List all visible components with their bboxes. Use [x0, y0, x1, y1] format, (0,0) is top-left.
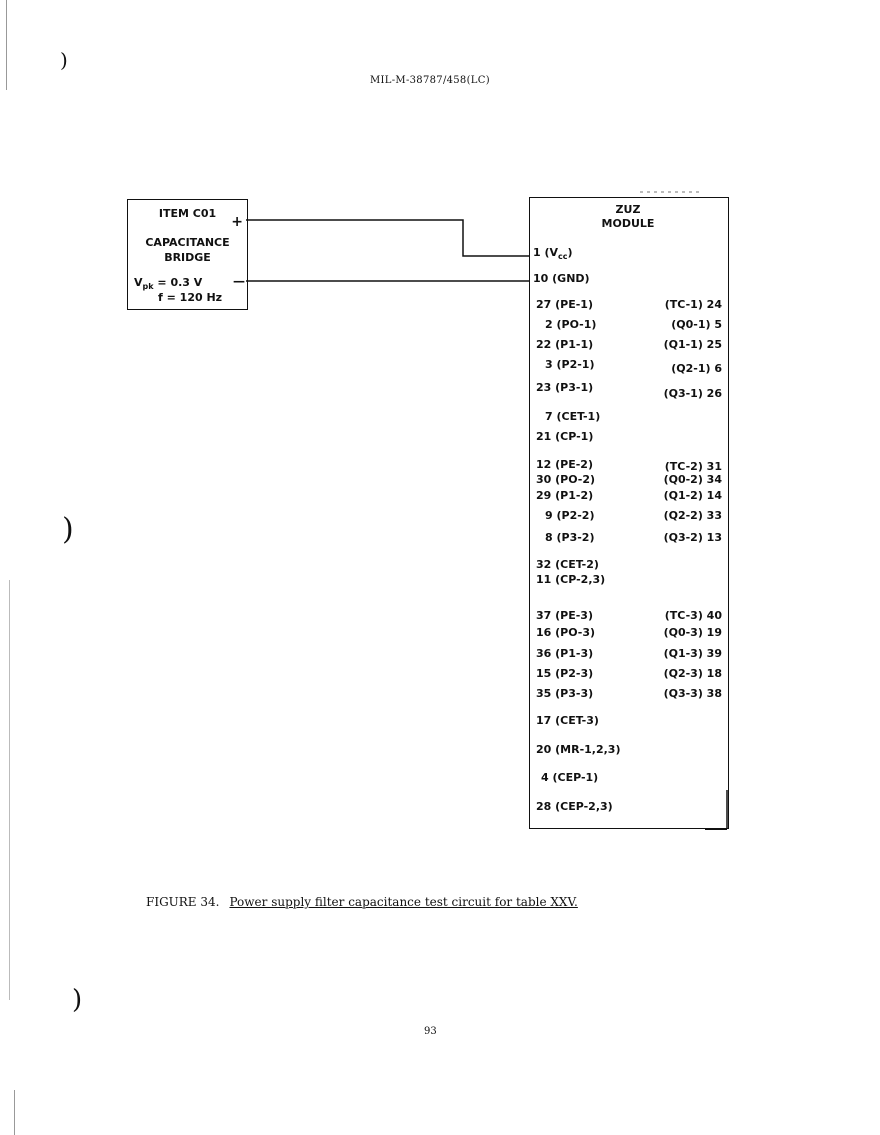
margin-mark: ): [72, 985, 83, 1015]
pin-left: 21 (CP-1): [536, 430, 594, 443]
margin-mark: ): [62, 512, 74, 547]
module-title: ZUZ: [615, 203, 641, 216]
pin-right: (Q2-3) 18: [663, 667, 722, 680]
vpk-prefix: V: [134, 276, 143, 289]
pin-left: 23 (P3-1): [536, 381, 594, 394]
pin-right: (Q3-2) 13: [663, 531, 722, 544]
document-number: MIL-M-38787/458(LC): [370, 75, 490, 86]
pin-right: (Q2-2) 33: [663, 509, 722, 522]
pin-left: 3 (P2-1): [545, 358, 595, 371]
capacitance-bridge-box: [127, 199, 248, 310]
vcc-subscript: cc: [558, 252, 568, 262]
pin-left: 27 (PE-1): [536, 298, 593, 311]
pin-left: 12 (PE-2): [536, 458, 593, 471]
figure-label: FIGURE 34.: [146, 895, 220, 909]
pin-left: 9 (P2-2): [545, 509, 595, 522]
pin-right: (Q2-1) 6: [671, 362, 722, 375]
peak-voltage: [134, 276, 202, 291]
frequency: f = 120 Hz: [158, 291, 223, 304]
pin-left: 15 (P2-3): [536, 667, 594, 680]
pin-gnd: 10 (GND): [533, 272, 590, 285]
pin-left: 36 (P1-3): [536, 647, 594, 660]
pin-right: (TC-1) 24: [664, 298, 722, 311]
pin-left: 35 (P3-3): [536, 687, 594, 700]
pin-right: (TC-2) 31: [664, 460, 722, 473]
pin-vcc: [533, 246, 573, 261]
pin-left: 28 (CEP-2,3): [536, 800, 613, 813]
wire-plus-to-vcc: [246, 220, 530, 256]
pin-right: (Q3-1) 26: [663, 387, 722, 400]
pin-right: (Q0-3) 19: [663, 626, 722, 639]
vcc-suffix: ): [567, 246, 573, 259]
bridge-line1: CAPACITANCE: [145, 236, 230, 249]
pin-right: (Q3-3) 38: [663, 687, 722, 700]
page-number: 93: [424, 1026, 437, 1037]
pin-left: 30 (PO-2): [536, 473, 596, 486]
pin-left: 8 (P3-2): [545, 531, 595, 544]
pin-left: 4 (CEP-1): [541, 771, 599, 784]
margin-mark: ): [60, 48, 68, 72]
pin-right: (Q0-1) 5: [671, 318, 722, 331]
module-subtitle: MODULE: [601, 217, 655, 230]
vpk-value: = 0.3 V: [157, 276, 203, 289]
pin-left: 29 (P1-2): [536, 489, 594, 502]
figure-title: Power supply filter capacitance test circuit for table XXV.: [229, 895, 578, 909]
plus-terminal: +: [231, 214, 243, 230]
pin-left: 17 (CET-3): [536, 714, 599, 727]
pin-right: (Q1-3) 39: [663, 647, 722, 660]
figure-caption: [146, 895, 578, 909]
vpk-subscript: pk: [142, 282, 154, 292]
bridge-line2: BRIDGE: [164, 251, 211, 264]
pin-left: 20 (MR-1,2,3): [536, 743, 621, 756]
pin-left: 32 (CET-2): [536, 558, 599, 571]
pin-left: 22 (P1-1): [536, 338, 594, 351]
pin-left: 37 (PE-3): [536, 609, 593, 622]
vcc-prefix: 1 (V: [533, 246, 559, 259]
item-title: ITEM C01: [158, 207, 217, 220]
pin-left: 2 (PO-1): [545, 318, 597, 331]
pin-right: (TC-3) 40: [664, 609, 722, 622]
minus-terminal: —: [233, 274, 245, 288]
pin-left: 7 (CET-1): [545, 410, 601, 423]
pin-left: 16 (PO-3): [536, 626, 596, 639]
pin-left: 11 (CP-2,3): [536, 573, 606, 586]
pin-right: (Q1-1) 25: [663, 338, 722, 351]
pin-right: (Q0-2) 34: [663, 473, 722, 486]
pin-right: (Q1-2) 14: [663, 489, 722, 502]
